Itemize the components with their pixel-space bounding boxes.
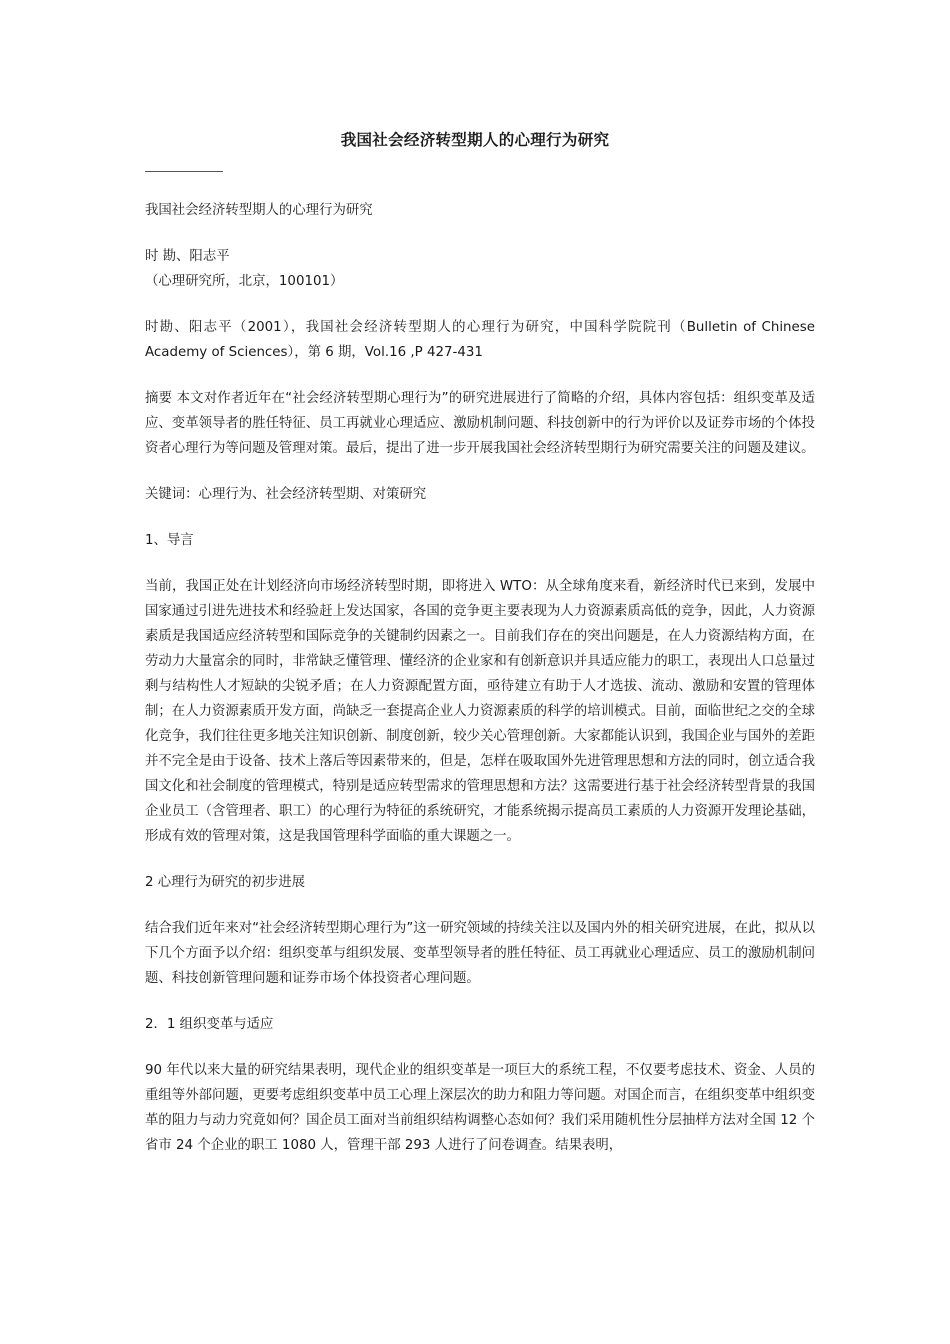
section-heading-intro: 1、导言 (145, 533, 194, 548)
section-body-progress: 结合我们近年来对“社会经济转型期心理行为”这一研究领域的持续关注以及国内外的相关研究进展，在此，拟从以下几个方面予以介绍：组织变革与组织发展、变革型领导者的胜任特征、员工再就业心理适应、员工的激励机制问题、科技创新管理问题和证券市场个体投资者心理问题。 (145, 921, 816, 986)
section-body-intro: 当前，我国正处在计划经济向市场经济转型时期，即将进入 WTO：从全球角度来看，新经济时代已来到，发展中国家通过引进先进技术和经验赶上发达国家，各国的竞争更主要表现为人力资源素质高低的竞争，因此，人力资源素质是我国适应经济转型和国际竞争的关键制约因素之一。目前我们存在的突出问题是，在人力资源结构方面，在劳动力大量富余的同时，非常缺乏懂管理、懂经济的企业家和有创新意识并具适应能力的职工，表现出人口总量过剩与结构性人才短缺的尖锐矛盾；在人力资源配置方面，亟待建立有助于人才选拔、流动、激励和安置的管理体制；在人力资源素质开发方面，尚缺乏一套提高企业人力资源素质的科学的培训模式。目前，面临世纪之交的全球化竞争，我们往往更多地关注知识创新、制度创新，较少关心管理创新。大家都能认识到，我国企业与国外的差距并不完全是由于设备、技术上落后等因素带来的，但是，怎样在吸取国外先进管理思想和方法的同时，创立适合我国文化和社会制度的管理模式，特别是适应转型需求的管理思想和方法？这需要进行基于社会经济转型背景的我国企业员工（含管理者、职工）的心理行为特征的系统研究，才能系统揭示提高员工素质的人力资源开发理论基础，形成有效的管理对策，这是我国管理科学面临的重大课题之一。 (145, 579, 815, 844)
title-divider (145, 171, 223, 172)
citation: 时勘、阳志平（2001），我国社会经济转型期人的心理行为研究，中国科学院院刊（Bulletin of Chinese Academy of Sciences），第 6 期，Vol.16 ,P 427-431 (145, 320, 815, 360)
subtitle: 我国社会经济转型期人的心理行为研究 (145, 203, 373, 218)
keywords: 关键词：心理行为、社会经济转型期、对策研究 (145, 487, 427, 502)
document-title: 我国社会经济转型期人的心理行为研究 (340, 131, 610, 149)
authors: 时 勘、阳志平 (145, 249, 230, 264)
abstract: 摘要 本文对作者近年在“社会经济转型期心理行为”的研究进展进行了简略的介绍，具体内容包括：组织变革及适应、变革领导者的胜任特征、员工再就业心理适应、激励机制问题、科技创新中的行为评价以及证券市场的个体投资者心理行为等问题及管理对策。最后，提出了进一步开展我国社会经济转型期行为研究需要关注的问题及建议。 (145, 391, 815, 456)
section-heading-progress: 2 心理行为研究的初步进展 (145, 875, 306, 890)
document-body (145, 198, 815, 1179)
affiliation: （心理研究所，北京，100101） (145, 274, 344, 289)
section-body-org-change: 90 年代以来大量的研究结果表明，现代企业的组织变革是一项巨大的系统工程，不仅要考虑技术、资金、人员的重组等外部问题，更要考虑组织变革中员工心理上深层次的助力和阻力等问题。对国企而言，在组织变革中组织变革的阻力与动力究竟如何？国企员工面对当前组织结构调整心态如何？我们采用随机性分层抽样方法对全国 12 个省市 24 个企业的职工 1080 人，管理干部 293 人进行了问卷调查。结果表明， (145, 1063, 815, 1153)
section-heading-org-change: 2．1 组织变革与适应 (145, 1017, 274, 1032)
